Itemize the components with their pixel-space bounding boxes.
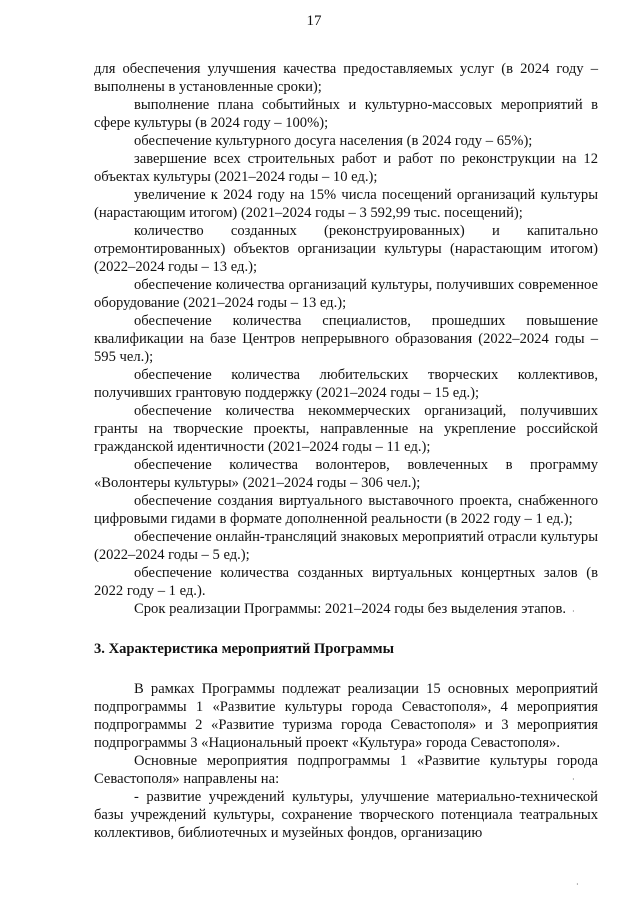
paragraph: выполнение плана событийных и культурно-массовых мероприятий в сфере культуры (в 2024 году – 100%);	[94, 97, 598, 131]
section-heading: 3. Характеристика мероприятий Программы	[94, 641, 394, 657]
paragraphs-top	[94, 60, 598, 618]
page-body	[94, 60, 598, 842]
paragraph: обеспечение количества организаций культуры, получивших современное оборудование (2021–2024 годы – 13 ед.);	[94, 277, 598, 311]
paragraph: количество созданных (реконструированных) и капитально отремонтированных) объектов организации культуры (нарастающим итогом) (2022–2024 годы – 13 ед.);	[94, 223, 598, 275]
paragraph: обеспечение онлайн-трансляций знаковых мероприятий отрасли культуры (2022–2024 годы – 5 ед.);	[94, 529, 598, 563]
paragraph: обеспечение количества некоммерческих организаций, получивших гранты на творческие проекты, направленные на укрепление российской гражданской идентичности (2021–2024 годы – 11 ед.);	[94, 403, 598, 455]
paragraph: обеспечение количества волонтеров, вовлеченных в программу «Волонтеры культуры» (2021–2024 годы – 306 чел.);	[94, 457, 598, 491]
paragraph: - развитие учреждений культуры, улучшение материально-технической базы учреждений культуры, сохранение творческого потенциала театральных коллективов, библиотечных и музейных фондов, организацию	[94, 789, 598, 841]
paragraph: обеспечение количества созданных виртуальных концертных залов (в 2022 году – 1 ед.).	[94, 565, 598, 599]
paragraph: Основные мероприятия подпрограммы 1 «Развитие культуры города Севастополя» направлены на:	[94, 753, 598, 787]
paragraph: обеспечение создания виртуального выставочного проекта, снабженного цифровыми гидами в формате дополненной реальности (в 2022 году – 1 ед.);	[94, 493, 598, 527]
paragraph: завершение всех строительных работ и работ по реконструкции на 12 объектах культуры (2021–2024 годы – 10 ед.);	[94, 151, 598, 185]
scan-speck: ·	[572, 607, 575, 616]
paragraph: обеспечение количества специалистов, прошедших повышение квалификации на базе Центров непрерывного образования (2022–2024 годы – 595 чел.);	[94, 313, 598, 365]
paragraph: для обеспечения улучшения качества предоставляемых услуг (в 2024 году – выполнены в установленные сроки);	[94, 61, 598, 95]
page-number: 17	[306, 13, 322, 29]
paragraphs-bottom	[94, 680, 598, 842]
paragraph: обеспечение культурного досуга населения (в 2024 году – 65%);	[134, 133, 533, 149]
scan-speck: ·	[572, 775, 575, 784]
paragraph: В рамках Программы подлежат реализации 15 основных мероприятий подпрограммы 1 «Развитие культуры города Севастополя», 4 мероприятия подпрограммы 2 «Развитие туризма города Севастополя» и 3 мероприятия подпрограммы 3 «Национальный проект «Культура» города Севастополя».	[94, 681, 598, 751]
paragraph: обеспечение количества любительских творческих коллективов, получивших грантовую поддержку (2021–2024 годы – 15 ед.);	[94, 367, 598, 401]
paragraph: увеличение к 2024 году на 15% числа посещений организаций культуры (нарастающим итогом) (2021–2024 годы – 3 592,99 тыс. посещений);	[94, 187, 598, 221]
paragraph: Срок реализации Программы: 2021–2024 годы без выделения этапов.	[134, 601, 566, 617]
scan-speck: ·	[576, 880, 579, 889]
